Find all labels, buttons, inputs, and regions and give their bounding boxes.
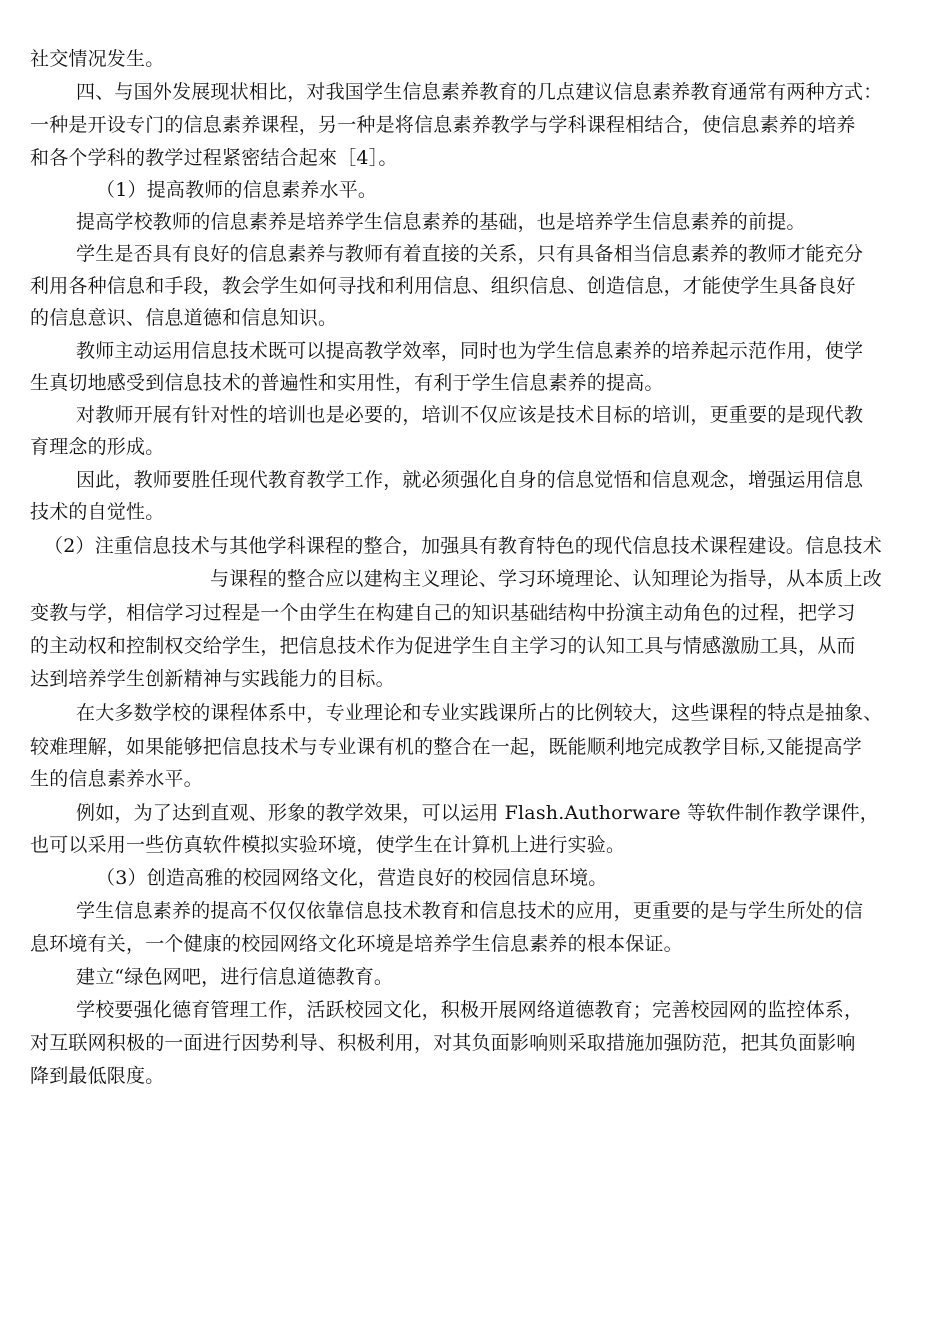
text-line: 提高学校教师的信息素养是培养学生信息素养的基础，也是培养学生信息素养的前提。	[76, 211, 806, 233]
subheading-1: （1）提高教师的信息素养水平。	[96, 179, 378, 201]
text-line: 例如，为了达到直观、形象的教学效果，可以运用 Flash.Authorware 等软件制作教学课件，	[76, 802, 879, 824]
text-line: 变教与学，相信学习过程是一个由学生在构建自己的知识基础结构中扮演主动角色的过程，把学习	[30, 602, 856, 624]
text-line: 因此，教师要胜任现代教育教学工作，就必须强化自身的信息觉悟和信息观念，增强运用信息	[76, 469, 864, 491]
text-line: 社交情况发生。	[30, 48, 165, 70]
text-line: 学生是否具有良好的信息素养与教师有着直接的关系，只有具备相当信息素养的教师才能充分	[76, 243, 864, 265]
text-line: 对教师开展有针对性的培训也是必要的，培训不仅应该是技术目标的培训，更重要的是现代教	[76, 404, 864, 426]
text-line: 学生信息素养的提高不仅仅依靠信息技术教育和信息技术的应用，更重要的是与学生所处的信	[76, 900, 864, 922]
text-line: 育理念的形成。	[30, 436, 165, 458]
text-line: 生的信息素养水平。	[30, 768, 203, 790]
text-line: 较难理解，如果能够把信息技术与专业课有机的整合在一起，既能顺利地完成教学目标,又能提高学	[30, 736, 862, 758]
text-line: 建立“绿色网吧，进行信息道德教育。	[76, 966, 394, 988]
text-line: 息环境有关，一个健康的校园网络文化环境是培养学生信息素养的根本保证。	[30, 933, 683, 955]
text-line: 也可以采用一些仿真软件模拟实验环境，使学生在计算机上进行实验。	[30, 834, 626, 856]
text-line: 教师主动运用信息技术既可以提高教学效率，同时也为学生信息素养的培养起示范作用，使学	[76, 340, 864, 362]
text-line: 的信息意识、信息道德和信息知识。	[30, 307, 338, 329]
text-line: 降到最低限度。	[30, 1065, 165, 1087]
text-line: 和各个学科的教学过程紧密结合起來［4］。	[30, 147, 398, 169]
subheading-3: （3）创造高雅的校园网络文化，营造良好的校园信息环境。	[96, 867, 608, 889]
text-line: 对互联网积极的一面进行因势利导、积极利用，对其负面影响则采取措施加强防范，把其负面影响	[30, 1032, 856, 1054]
text-line: 生真切地感受到信息技术的普遍性和实用性，有利于学生信息素养的提高。	[30, 372, 664, 394]
text-line: 学校要强化德育管理工作，活跃校园文化，积极开展网络道德教育；完善校园网的监控体系，	[76, 999, 864, 1021]
text-line: 利用各种信息和手段，教会学生如何寻找和利用信息、组织信息、创造信息，才能使学生具备良好	[30, 275, 856, 297]
text-line: 一种是开设专门的信息素养课程，另一种是将信息素养教学与学科课程相结合，使信息素养的培养	[30, 114, 856, 136]
section-heading-four: 四、与国外发展现状相比，对我国学生信息素养教育的几点建议信息素养教育通常有两种方式：	[76, 81, 883, 103]
text-line: 技术的自觉性。	[30, 501, 165, 523]
text-line: 达到培养学生创新精神与实践能力的目标。	[30, 668, 395, 690]
subheading-2: （2）注重信息技术与其他学科课程的整合，加强具有教育特色的现代信息技术课程建设。信息技术	[44, 535, 882, 557]
text-line: 与课程的整合应以建构主义理论、学习环境理论、认知理论为指导，从本质上改	[210, 568, 883, 590]
text-line: 在大多数学校的课程体系中，专业理论和专业实践课所占的比例较大，这些课程的特点是抽象、	[76, 702, 883, 724]
text-line: 的主动权和控制权交给学生，把信息技术作为促进学生自主学习的认知工具与情感激励工具，从而	[30, 635, 856, 657]
